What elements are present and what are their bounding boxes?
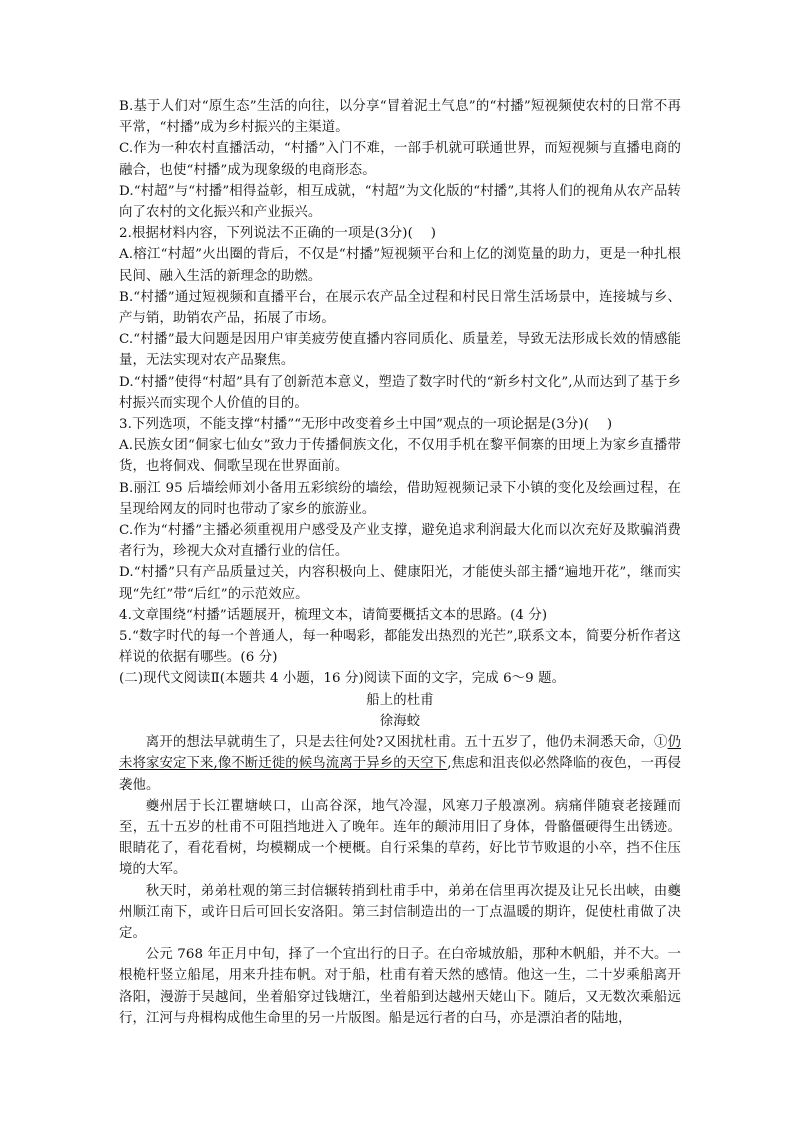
p1-end: ,焦虑和沮丧似必然降临的夜色，一再侵袭他。 — [119, 756, 681, 793]
story-author: 徐海蛟 — [379, 713, 421, 729]
q4: 4.文章围绕“村播”话题展开，梳理文本，请简要概括文本的思路。(4 分) — [119, 607, 548, 623]
story-title: 船上的杜甫 — [366, 692, 434, 708]
document-page — [119, 96, 681, 1029]
story-paragraph-1 — [119, 732, 681, 796]
story-paragraph-2: 夔州居于长江瞿塘峡口，山高谷深，地气冷湿，风寒刀子般凛冽。病痛伴随衰老接踵而至，五十五岁的杜甫不可阻挡地进入了晚年。连年的颠沛用旧了身体，骨骼僵硬得生出锈迹。眼睛花了，看花看树，均模糊成一个梗概。自行采集的草药，好比节节败退的小卒，挡不住压境的大军。 — [119, 798, 681, 878]
q5: 5.“数字时代的每一个普通人，每一种喝彩，都能发出热烈的光芒”,联系文本，简要分析作者这样说的依据有哪些。(6 分) — [119, 629, 681, 666]
q3-option-c: C.作为“村播”主播必须重视用户感受及产业支撑，避免追求利润最大化而以次充好及欺骗消费者行为，珍视大众对直播行业的信任。 — [119, 523, 681, 560]
q3-option-b: B.丽江 95 后墙绘师刘小备用五彩缤纷的墙绘，借助短视频记录下小镇的变化及绘画过程，在呈现给网友的同时也带动了家乡的旅游业。 — [119, 480, 681, 517]
q2-option-b: B.“村播”通过短视频和直播平台，在展示农产品全过程和村民日常生活场景中，连接城与乡、产与销，助销农产品，拓展了市场。 — [119, 289, 681, 327]
q2-option-d: D.“村播”使得“村超”具有了创新范本意义，塑造了数字时代的“新乡村文化”,从而达到了基于乡村振兴而实现个人价值的目的。 — [119, 374, 681, 411]
story-paragraph-4: 公元 768 年正月中旬，择了一个宜出行的日子。在白帝城放船，那种木帆船，并不大。一根桅杆竖立船尾，用来升挂布帆。对于船，杜甫有着天然的感情。他这一生，二十岁乘船离开洛阳，漫游于吴越间，坐着船穿过钱塘江，坐着船到达越州天姥山下。随后，又无数次乘船远行，江河与舟楫构成他生命里的另一片版图。船是远行者的白马，亦是漂泊者的陆地， — [119, 947, 681, 1026]
q2-option-c: C.“村播”最大问题是因用户审美疲劳使直播内容同质化、质量差，导致无法形成长效的情感能量，无法实现对农产品聚焦。 — [119, 332, 681, 369]
q1-option-d: D.“村超”与“村播”相得益彰，相互成就，“村超”为文化版的“村播”,其将人们的视角从农产品转向了农村的文化振兴和产业振兴。 — [119, 183, 681, 221]
q3-stem: 3.下列选项，不能支撑“村播”“无形中改变着乡土中国”观点的一项论据是(3分)( ) — [119, 417, 613, 433]
section-heading: (二)现代文阅读Ⅱ(本题共 4 小题，16 分)阅读下面的文字，完成 6～9 题。 — [119, 671, 566, 687]
q3-option-d: D.“村播”只有产品质量过关，内容积极向上、健康阳光，才能使头部主播“遍地开花”，继而实现“先红”带“后红”的示范效应。 — [119, 565, 681, 602]
p1-start: 离开的想法早就萌生了，只是去往何处?又困扰杜甫。五十五岁了，他仍未洞悉天命，① — [145, 735, 668, 751]
q1-option-c: C.作为一种农村直播活动，“村播”入门不难，一部手机就可联通世界，而短视频与直播电商的融合，也使“村播”成为现象级的电商形态。 — [119, 141, 681, 178]
story-paragraph-3: 秋天时，弟弟杜观的第三封信辗转捎到杜甫手中，弟弟在信里再次提及让兄长出峡，由夔州顺江南下，或许日后可回长安洛阳。第三封信制造出的一丁点温暖的期许，促使杜甫做了决定。 — [119, 883, 681, 941]
q2-option-a: A.榕江“村超”火出圈的背后，不仅是“村播”短视频平台和上亿的浏览量的助力，更是一种扎根民间、融入生活的新理念的助燃。 — [119, 247, 681, 284]
p1-underlined-sentence: 仍未将家安定下来,像不断迁徙的候鸟流离于异乡的天空下 — [119, 735, 681, 772]
q1-option-b: B.基于人们对“原生态”生活的向往，以分享“冒着泥土气息”的“村播”短视频使农村的日常不再平常，“村播”成为乡村振兴的主渠道。 — [119, 99, 681, 136]
q2-stem: 2.根据材料内容，下列说法不正确的一项是(3分)( ) — [119, 226, 437, 242]
q3-option-a: A.民族女团“侗家七仙女”致力于传播侗族文化，不仅用手机在黎平侗寨的田埂上为家乡直播带货，也将侗戏、侗歌呈现在世界面前。 — [119, 438, 681, 475]
